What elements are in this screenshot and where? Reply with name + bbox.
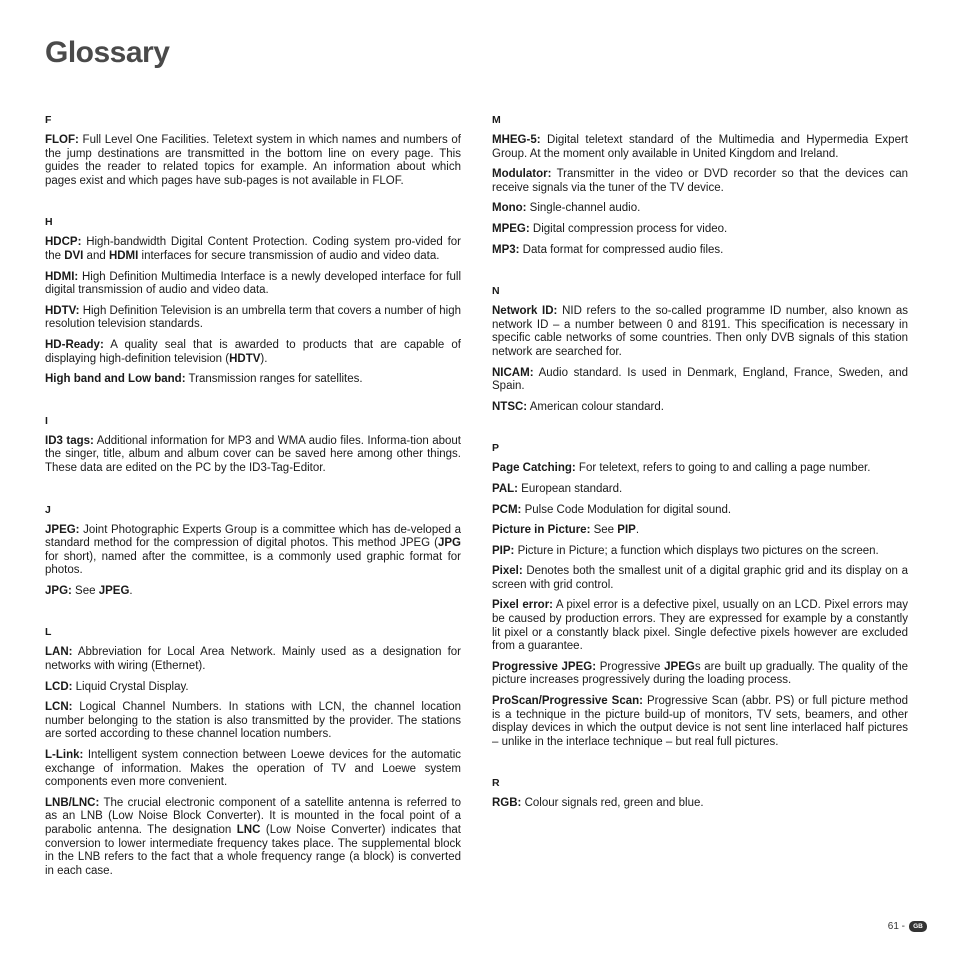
glossary-entry: FLOF: Full Level One Facilities. Teletext system in which names and numbers of the jump destinations are transmitted in the bottom line on every page. This guides the reader to related topics for example. An information about which pages exist and which pages have sub-pages is not available in FLOF. xyxy=(45,134,461,187)
glossary-entry: RGB: Colour signals red, green and blue. xyxy=(492,797,704,810)
glossary-entry: L-Link: Intelligent system connection between Loewe devices for the automatic exchange of information. Makes the operation of TV and Loewe system components even more convenient. xyxy=(45,749,461,789)
glossary-entry: Progressive JPEG: Progressive JPEGs are built up gradually. The quality of the picture increases progressively during the loading process. xyxy=(492,660,908,687)
glossary-entry: LCN: Logical Channel Numbers. In stations with LCN, the channel location number belonging to the station is also transmitted by the provider. The stations are sorted according to these channel location numbers. xyxy=(45,701,461,741)
section-letter: R xyxy=(492,777,500,790)
glossary-entry: HDTV: High Definition Television is an umbrella term that covers a number of high resolution television standards. xyxy=(45,304,461,331)
glossary-entry: LAN: Abbreviation for Local Area Network. Mainly used as a designation for networks with wiring (Ethernet). xyxy=(45,646,461,673)
page-number: 61 - xyxy=(887,921,905,932)
glossary-section-l xyxy=(45,626,461,878)
glossary-entry: HD-Ready: A quality seal that is awarded to products that are capable of displaying high-definition television (HDTV). xyxy=(45,338,461,365)
section-spacer xyxy=(492,421,908,442)
section-letter: H xyxy=(45,216,53,229)
section-letter: N xyxy=(492,285,500,298)
glossary-entry: Mono: Single-channel audio. xyxy=(492,202,641,215)
glossary-section-j xyxy=(45,504,461,599)
glossary-entry: JPEG: Joint Photographic Experts Group is a committee which has de-veloped a standard method for the compression of digital photos. This method JPEG (JPG for short), named after the committee, is a commonly used graphic format for photos. xyxy=(45,523,461,577)
section-letter: J xyxy=(45,503,51,516)
glossary-entry: MP3: Data format for compressed audio files. xyxy=(492,243,724,256)
glossary-entry: HDMI: High Definition Multimedia Interface is a newly developed interface for full digital transmission of audio and video data. xyxy=(45,270,461,297)
glossary-entry: PCM: Pulse Code Modulation for digital sound. xyxy=(492,503,732,516)
glossary-entry: PIP: Picture in Picture; a function which displays two pictures on the screen. xyxy=(492,544,879,557)
glossary-entry: NICAM: Audio standard. Is used in Denmark, England, France, Sweden, and Spain. xyxy=(492,366,908,393)
glossary-entry: Page Catching: For teletext, refers to going to and calling a page number. xyxy=(492,462,871,475)
glossary-entry: Picture in Picture: See PIP. xyxy=(492,524,640,537)
section-letter: M xyxy=(492,114,501,126)
glossary-entry: ProScan/Progressive Scan: Progressive Scan (abbr. PS) or full picture method is a technique in the picture build-up of monitors, TV sets, beamers, and other display devices in which the output device is not sent line interlaced half pictures – unlike in the interlace technique – but real full pictures. xyxy=(492,695,908,748)
glossary-entry: MPEG: Digital compression process for video. xyxy=(492,222,728,235)
gb-language-badge-icon: GB xyxy=(909,921,927,932)
page-title: Glossary xyxy=(45,36,170,69)
section-letter: I xyxy=(45,414,48,427)
section-spacer xyxy=(45,195,461,216)
glossary-section-r xyxy=(492,777,908,811)
glossary-section-f xyxy=(45,114,461,188)
section-spacer xyxy=(45,483,461,504)
glossary-entry: HDCP: High-bandwidth Digital Content Protection. Coding system pro-vided for the DVI and HDMI interfaces for secure transmission of audio and video data. xyxy=(45,236,461,262)
glossary-section-i xyxy=(45,415,461,476)
page-footer xyxy=(888,921,927,932)
glossary-section-h xyxy=(45,216,461,386)
glossary-section-p xyxy=(492,442,908,749)
glossary-entry: LNB/LNC: The crucial electronic component of a satellite antenna is referred to as an LNB (Low Noise Block Converter). It is mounted in the focal point of a parabolic antenna. The designation LNC (Low Noise Converter) indicates that conversion to lower intermediate frequency takes place. The supplemental block in the LNB refers to the fact that a whole frequency range (a block) is converted in each case. xyxy=(45,796,461,877)
glossary-entry: LCD: Liquid Crystal Display. xyxy=(45,680,189,693)
glossary-entry: Modulator: Transmitter in the video or DVD recorder so that the devices can receive signals via the tuner of the TV device. xyxy=(492,168,908,194)
section-spacer xyxy=(492,756,908,777)
glossary-section-n xyxy=(492,285,908,414)
glossary-entry: Pixel error: A pixel error is a defective pixel, usually on an LCD. Pixel errors may be caused by production errors. They are expressed for example by a constantly lit pixel or a constantly black pixel. Single defective pixels however are excluded from a guarantee. xyxy=(492,599,908,653)
glossary-entry: High band and Low band: Transmission ranges for satellites. xyxy=(45,373,363,386)
glossary-entry: NTSC: American colour standard. xyxy=(492,400,664,413)
section-letter: P xyxy=(492,442,500,455)
glossary-entry: Pixel: Denotes both the smallest unit of a digital graphic grid and its display on a screen with grid control. xyxy=(492,565,908,591)
glossary-entry: Network ID: NID refers to the so-called programme ID number, also known as network ID – a number between 0 and 8191. This specification is necessary in specific cable networks of some countries. Then only DVB signals of this station network are searched for. xyxy=(492,305,908,358)
glossary-section-m xyxy=(492,114,908,257)
left-column xyxy=(45,114,461,885)
section-letter: L xyxy=(45,626,52,639)
section-spacer xyxy=(45,605,461,626)
section-spacer xyxy=(45,394,461,415)
section-letter: F xyxy=(45,114,52,126)
glossary-entry: MHEG-5: Digital teletext standard of the Multimedia and Hypermedia Expert Group. At the moment only available in United Kingdom and Ireland. xyxy=(492,134,908,160)
glossary-entry: JPG: See JPEG. xyxy=(45,584,133,597)
section-spacer xyxy=(492,264,908,285)
glossary-entry: ID3 tags: Additional information for MP3 and WMA audio files. Informa-tion about the singer, title, album and album cover can be saved here among other things. These data are edited on the PC by the ID3-Tag-Editor. xyxy=(45,434,461,474)
right-column xyxy=(492,114,908,818)
glossary-entry: PAL: European standard. xyxy=(492,482,623,495)
